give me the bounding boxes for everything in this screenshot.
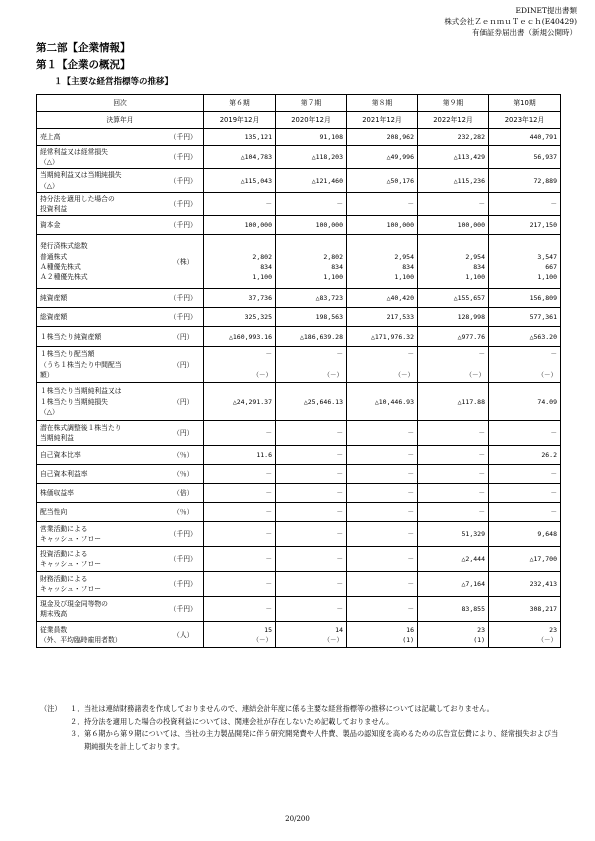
- value-cell: 11.6: [204, 446, 276, 465]
- value-line: [350, 241, 414, 251]
- row-label-line: 自己資本利益率: [40, 470, 88, 479]
- value-line: 16: [406, 625, 414, 634]
- value-cell: 128,998: [418, 308, 489, 327]
- value-line: [421, 241, 485, 251]
- value-cell: 208,962: [347, 129, 418, 146]
- value-cell: 577,361: [489, 308, 561, 327]
- row-label: [37, 192, 164, 215]
- value-line: 14: [335, 625, 343, 634]
- value-cell: －: [347, 446, 418, 465]
- value-line: 834: [473, 262, 485, 271]
- section-heading: １【主要な経営指標等の推移】: [54, 77, 174, 87]
- row-label-line: 財務活動による: [40, 575, 88, 584]
- value-line: [492, 241, 557, 251]
- row-unit: （株）: [164, 235, 204, 289]
- row-unit: （％）: [164, 446, 204, 465]
- table-row: [37, 347, 561, 383]
- row-unit: （倍）: [164, 484, 204, 503]
- row-label: [37, 235, 164, 289]
- table-row: [37, 465, 561, 484]
- value-cell: －: [204, 484, 276, 503]
- row-label-line: 期末残高: [40, 610, 68, 619]
- row-unit: （人）: [164, 622, 204, 648]
- row-label-line: 売上高: [40, 132, 61, 141]
- table-row: [37, 169, 561, 192]
- row-label-line: Ａ２種優先株式: [40, 272, 88, 281]
- value-cell: 26.2: [489, 446, 561, 465]
- value-line: 2,802: [252, 252, 272, 261]
- note-text: 当社は連結財務諸表を作成しておりませんので、連結会計年度に係る主要な経営指標等の推移については記載しておりません。: [84, 704, 494, 713]
- value-cell: △104,783: [204, 146, 276, 169]
- value-line: (1): [402, 635, 414, 644]
- value-cell: －: [347, 484, 418, 503]
- fiscal-month: 2019年12月: [204, 112, 276, 129]
- value-line: [279, 360, 343, 370]
- value-cell: －: [204, 597, 276, 622]
- value-line: [492, 360, 557, 370]
- notes-tag: （注）: [40, 704, 62, 713]
- value-cell: 100,000: [204, 216, 276, 235]
- row-unit: （千円）: [164, 216, 204, 235]
- value-cell: －: [418, 192, 489, 215]
- row-label-line: 資本金: [40, 221, 61, 230]
- value-cell: △117.88: [418, 383, 489, 421]
- table-row: [37, 597, 561, 622]
- table-row: [37, 216, 561, 235]
- value-cell: [276, 347, 347, 383]
- value-line: 1,100: [323, 272, 343, 281]
- value-line: [207, 360, 272, 370]
- value-line: －: [265, 350, 272, 359]
- row-unit: （％）: [164, 503, 204, 522]
- value-line: 15: [264, 625, 272, 634]
- row-label: [37, 169, 164, 192]
- value-cell: 91,108: [276, 129, 347, 146]
- row-label-line: 純資産額: [40, 294, 68, 303]
- row-unit: （千円）: [164, 289, 204, 308]
- value-cell: －: [276, 522, 347, 547]
- table-row: [37, 146, 561, 169]
- value-cell: 74.09: [489, 383, 561, 421]
- value-cell: 308,217: [489, 597, 561, 622]
- value-cell: △50,176: [347, 169, 418, 192]
- row-label: [37, 465, 164, 484]
- value-cell: △186,639.28: [276, 327, 347, 347]
- period-header: 第８期: [347, 95, 418, 112]
- value-line: （－）: [252, 370, 272, 379]
- row-label-line: １株当たり当期純損失: [40, 397, 108, 406]
- value-line: －: [336, 350, 343, 359]
- value-cell: 217,533: [347, 308, 418, 327]
- note-item: [40, 728, 560, 753]
- value-cell: －: [276, 465, 347, 484]
- value-cell: －: [347, 465, 418, 484]
- note-text: 持分法を適用した場合の投資利益については、関連会社が存在しないため記載しておりません。: [84, 716, 394, 726]
- table-row: [37, 421, 561, 446]
- value-cell: △977.76: [418, 327, 489, 347]
- row-unit: （千円）: [164, 597, 204, 622]
- value-line: 23: [477, 625, 485, 634]
- value-line: 1,100: [394, 272, 414, 281]
- value-cell: 156,809: [489, 289, 561, 308]
- value-cell: －: [347, 192, 418, 215]
- row-unit: （千円）: [164, 192, 204, 215]
- value-cell: △115,043: [204, 169, 276, 192]
- row-label-line: （外、平均臨時雇用者数）: [40, 635, 122, 644]
- row-label-line: 持分法を適用した場合の: [40, 194, 115, 203]
- value-cell: －: [418, 484, 489, 503]
- value-line: （－）: [465, 370, 485, 379]
- row-label: [37, 503, 164, 522]
- header-edinet: EDINET提出書類: [515, 6, 577, 15]
- value-cell: －: [418, 446, 489, 465]
- row-label: [37, 383, 164, 421]
- part-heading: 第二部【企業情報】: [36, 42, 131, 54]
- value-line: 834: [260, 262, 272, 271]
- value-cell: 37,736: [204, 289, 276, 308]
- value-cell: －: [204, 465, 276, 484]
- value-line: （－）: [394, 370, 414, 379]
- value-line: （－）: [537, 370, 557, 379]
- row-unit: （円）: [164, 327, 204, 347]
- value-cell: [418, 622, 489, 648]
- value-line: 834: [402, 262, 414, 271]
- row-label: [37, 547, 164, 572]
- value-line: 1,100: [465, 272, 485, 281]
- table-row: [37, 129, 561, 146]
- row-label: [37, 146, 164, 169]
- note-item: [40, 716, 560, 729]
- value-line: 667: [545, 262, 557, 271]
- value-cell: [204, 622, 276, 648]
- row-label: [37, 622, 164, 648]
- value-line: [279, 241, 343, 251]
- row-label-line: 営業活動による: [40, 525, 88, 534]
- value-line: 23: [549, 625, 557, 634]
- table-row: [37, 289, 561, 308]
- value-line: －: [407, 350, 414, 359]
- row-label: [37, 522, 164, 547]
- value-cell: －: [204, 421, 276, 446]
- value-cell: △563.20: [489, 327, 561, 347]
- row-label-line: １株当たり配当額: [40, 350, 95, 359]
- row-label: [37, 289, 164, 308]
- value-cell: －: [347, 503, 418, 522]
- row-label-line: 発行済株式総数: [40, 242, 88, 251]
- value-line: （－）: [323, 370, 343, 379]
- fiscal-month: 2020年12月: [276, 112, 347, 129]
- value-cell: －: [276, 421, 347, 446]
- period-label: 回次: [37, 95, 204, 112]
- period-header: 第10期: [489, 95, 561, 112]
- row-label-line: １株当たり純資産額: [40, 332, 102, 341]
- row-unit: （千円）: [164, 547, 204, 572]
- row-label: [37, 129, 164, 146]
- value-cell: △17,700: [489, 547, 561, 572]
- row-label-line: 投資活動による: [40, 550, 88, 559]
- value-cell: －: [418, 503, 489, 522]
- value-line: （－）: [537, 635, 557, 644]
- value-cell: △49,996: [347, 146, 418, 169]
- row-label: [37, 597, 164, 622]
- row-unit: （千円）: [164, 522, 204, 547]
- row-label-line: 額）: [40, 370, 54, 379]
- value-line: （－）: [252, 635, 272, 644]
- row-label: [37, 327, 164, 347]
- table-row: [37, 192, 561, 215]
- value-cell: －: [276, 484, 347, 503]
- fiscal-header-row: [37, 112, 561, 129]
- row-label-line: 自己資本比率: [40, 451, 81, 460]
- value-line: 3,547: [537, 252, 557, 261]
- value-cell: －: [347, 421, 418, 446]
- value-line: [350, 360, 414, 370]
- value-cell: [418, 347, 489, 383]
- value-cell: △2,444: [418, 547, 489, 572]
- value-cell: －: [204, 503, 276, 522]
- value-cell: [204, 235, 276, 289]
- value-cell: [489, 347, 561, 383]
- value-cell: 51,329: [418, 522, 489, 547]
- period-header: 第６期: [204, 95, 276, 112]
- value-cell: －: [204, 522, 276, 547]
- table-row: [37, 503, 561, 522]
- row-label-line: キャッシュ・フロー: [40, 560, 102, 569]
- value-cell: △171,976.32: [347, 327, 418, 347]
- value-cell: －: [276, 597, 347, 622]
- table-row: [37, 446, 561, 465]
- value-line: 1,100: [252, 272, 272, 281]
- table-row: [37, 235, 561, 289]
- row-label-line: 潜在株式調整後１株当たり: [40, 424, 122, 433]
- value-cell: [347, 347, 418, 383]
- value-cell: －: [204, 192, 276, 215]
- doc-header: [444, 5, 577, 38]
- row-unit: （％）: [164, 465, 204, 484]
- row-unit: （千円）: [164, 308, 204, 327]
- value-line: 1,100: [537, 272, 557, 281]
- note-number: １．: [70, 704, 85, 713]
- fiscal-month: 2021年12月: [347, 112, 418, 129]
- key-indicators-table: [36, 94, 561, 648]
- value-line: －: [478, 350, 485, 359]
- value-cell: 440,791: [489, 129, 561, 146]
- value-cell: △155,657: [418, 289, 489, 308]
- value-cell: 198,563: [276, 308, 347, 327]
- value-cell: [489, 622, 561, 648]
- note-number: ３．: [70, 729, 85, 738]
- value-cell: △113,429: [418, 146, 489, 169]
- row-label-line: 配当性向: [40, 508, 68, 517]
- row-label-line: 投資利益: [40, 205, 68, 214]
- value-cell: －: [489, 484, 561, 503]
- row-label-line: キャッシュ・フロー: [40, 585, 102, 594]
- row-label-line: 普通株式: [40, 252, 68, 261]
- value-cell: [489, 235, 561, 289]
- value-cell: 232,413: [489, 572, 561, 597]
- value-cell: △10,446.93: [347, 383, 418, 421]
- row-label: [37, 421, 164, 446]
- fiscal-month: 2022年12月: [418, 112, 489, 129]
- chapter-heading: 第１【企業の概況】: [36, 59, 131, 71]
- value-cell: △115,236: [418, 169, 489, 192]
- value-line: [421, 360, 485, 370]
- row-label-line: 当期純利益又は当期純損失: [40, 171, 122, 180]
- value-cell: 217,150: [489, 216, 561, 235]
- row-label-line: 当期純利益: [40, 434, 74, 443]
- row-label-line: （うち１株当たり中間配当: [40, 360, 122, 369]
- row-label-line: （△）: [40, 407, 59, 416]
- value-cell: [418, 235, 489, 289]
- row-unit: （円）: [164, 347, 204, 383]
- row-unit: （千円）: [164, 169, 204, 192]
- note-number: ２．: [70, 716, 85, 726]
- value-cell: △7,164: [418, 572, 489, 597]
- value-cell: －: [204, 547, 276, 572]
- row-label-line: 総資産額: [40, 313, 68, 322]
- page-number: 20/200: [285, 815, 310, 823]
- row-unit: （千円）: [164, 129, 204, 146]
- table-row: [37, 622, 561, 648]
- value-cell: －: [489, 465, 561, 484]
- value-cell: △160,993.16: [204, 327, 276, 347]
- row-label-line: 経常利益又は経常損失: [40, 148, 108, 156]
- value-cell: 56,937: [489, 146, 561, 169]
- row-label: [37, 216, 164, 235]
- value-cell: [347, 622, 418, 648]
- value-cell: －: [276, 503, 347, 522]
- value-cell: [276, 622, 347, 648]
- value-cell: －: [489, 192, 561, 215]
- value-cell: 100,000: [418, 216, 489, 235]
- row-label: [37, 347, 164, 383]
- value-cell: －: [276, 547, 347, 572]
- value-cell: 100,000: [347, 216, 418, 235]
- row-label: [37, 308, 164, 327]
- row-label: [37, 446, 164, 465]
- period-header: 第７期: [276, 95, 347, 112]
- row-label-line: キャッシュ・フロー: [40, 535, 102, 544]
- fiscal-month: 2023年12月: [489, 112, 561, 129]
- value-cell: △25,646.13: [276, 383, 347, 421]
- notes-section: [40, 703, 560, 753]
- value-cell: △24,291.37: [204, 383, 276, 421]
- value-cell: －: [489, 421, 561, 446]
- table-row: [37, 572, 561, 597]
- value-cell: －: [347, 522, 418, 547]
- period-header-row: [37, 95, 561, 112]
- value-line: （－）: [323, 635, 343, 644]
- note-item: [40, 703, 560, 716]
- table-row: [37, 308, 561, 327]
- period-header: 第９期: [418, 95, 489, 112]
- value-cell: 325,325: [204, 308, 276, 327]
- row-label-line: （△）: [40, 181, 59, 190]
- value-cell: －: [418, 421, 489, 446]
- value-cell: 83,855: [418, 597, 489, 622]
- value-cell: △121,460: [276, 169, 347, 192]
- value-line: [207, 241, 272, 251]
- value-cell: 232,282: [418, 129, 489, 146]
- value-cell: 72,889: [489, 169, 561, 192]
- fiscal-label: 決算年月: [37, 112, 204, 129]
- value-cell: 135,121: [204, 129, 276, 146]
- row-label-line: Ａ種優先株式: [40, 262, 81, 271]
- value-line: 2,954: [394, 252, 414, 261]
- value-cell: 9,648: [489, 522, 561, 547]
- header-company: 株式会社ＺｅｎｍｕＴｅｃｈ(E40429): [444, 17, 577, 26]
- row-unit: （千円）: [164, 146, 204, 169]
- value-cell: [204, 347, 276, 383]
- table-row: [37, 327, 561, 347]
- value-cell: －: [347, 597, 418, 622]
- row-label-line: （△）: [40, 158, 59, 167]
- value-cell: －: [276, 446, 347, 465]
- value-cell: [347, 235, 418, 289]
- value-cell: －: [347, 547, 418, 572]
- table-row: [37, 383, 561, 421]
- value-cell: △118,203: [276, 146, 347, 169]
- value-line: (1): [473, 635, 485, 644]
- row-label-line: 株価収益率: [40, 489, 74, 498]
- value-cell: －: [276, 192, 347, 215]
- row-label-line: １株当たり当期純利益又は: [40, 387, 122, 396]
- value-cell: －: [418, 465, 489, 484]
- row-label-line: 従業員数: [40, 625, 68, 634]
- value-line: 2,954: [465, 252, 485, 261]
- row-label-line: 現金及び現金同等物の: [40, 600, 108, 609]
- value-line: 2,802: [323, 252, 343, 261]
- value-cell: △83,723: [276, 289, 347, 308]
- note-text: 第６期から第９期については、当社の主力製品開発に伴う研究開発費や人件費、製品の認知度を高めるための広告宣伝費により、経常損失および当期純損失を計上しております。: [84, 729, 559, 751]
- value-cell: [276, 235, 347, 289]
- value-cell: △40,420: [347, 289, 418, 308]
- row-unit: （円）: [164, 383, 204, 421]
- value-cell: －: [347, 572, 418, 597]
- row-unit: （円）: [164, 421, 204, 446]
- table-row: [37, 484, 561, 503]
- header-doc-type: 有価証券届出書（新規公開時）: [472, 28, 577, 37]
- value-cell: 100,000: [276, 216, 347, 235]
- row-unit: （千円）: [164, 572, 204, 597]
- row-label: [37, 484, 164, 503]
- value-cell: －: [204, 572, 276, 597]
- value-line: －: [550, 350, 557, 359]
- value-line: 834: [331, 262, 343, 271]
- value-cell: －: [276, 572, 347, 597]
- table-row: [37, 547, 561, 572]
- value-cell: －: [489, 503, 561, 522]
- table-row: [37, 522, 561, 547]
- row-label: [37, 572, 164, 597]
